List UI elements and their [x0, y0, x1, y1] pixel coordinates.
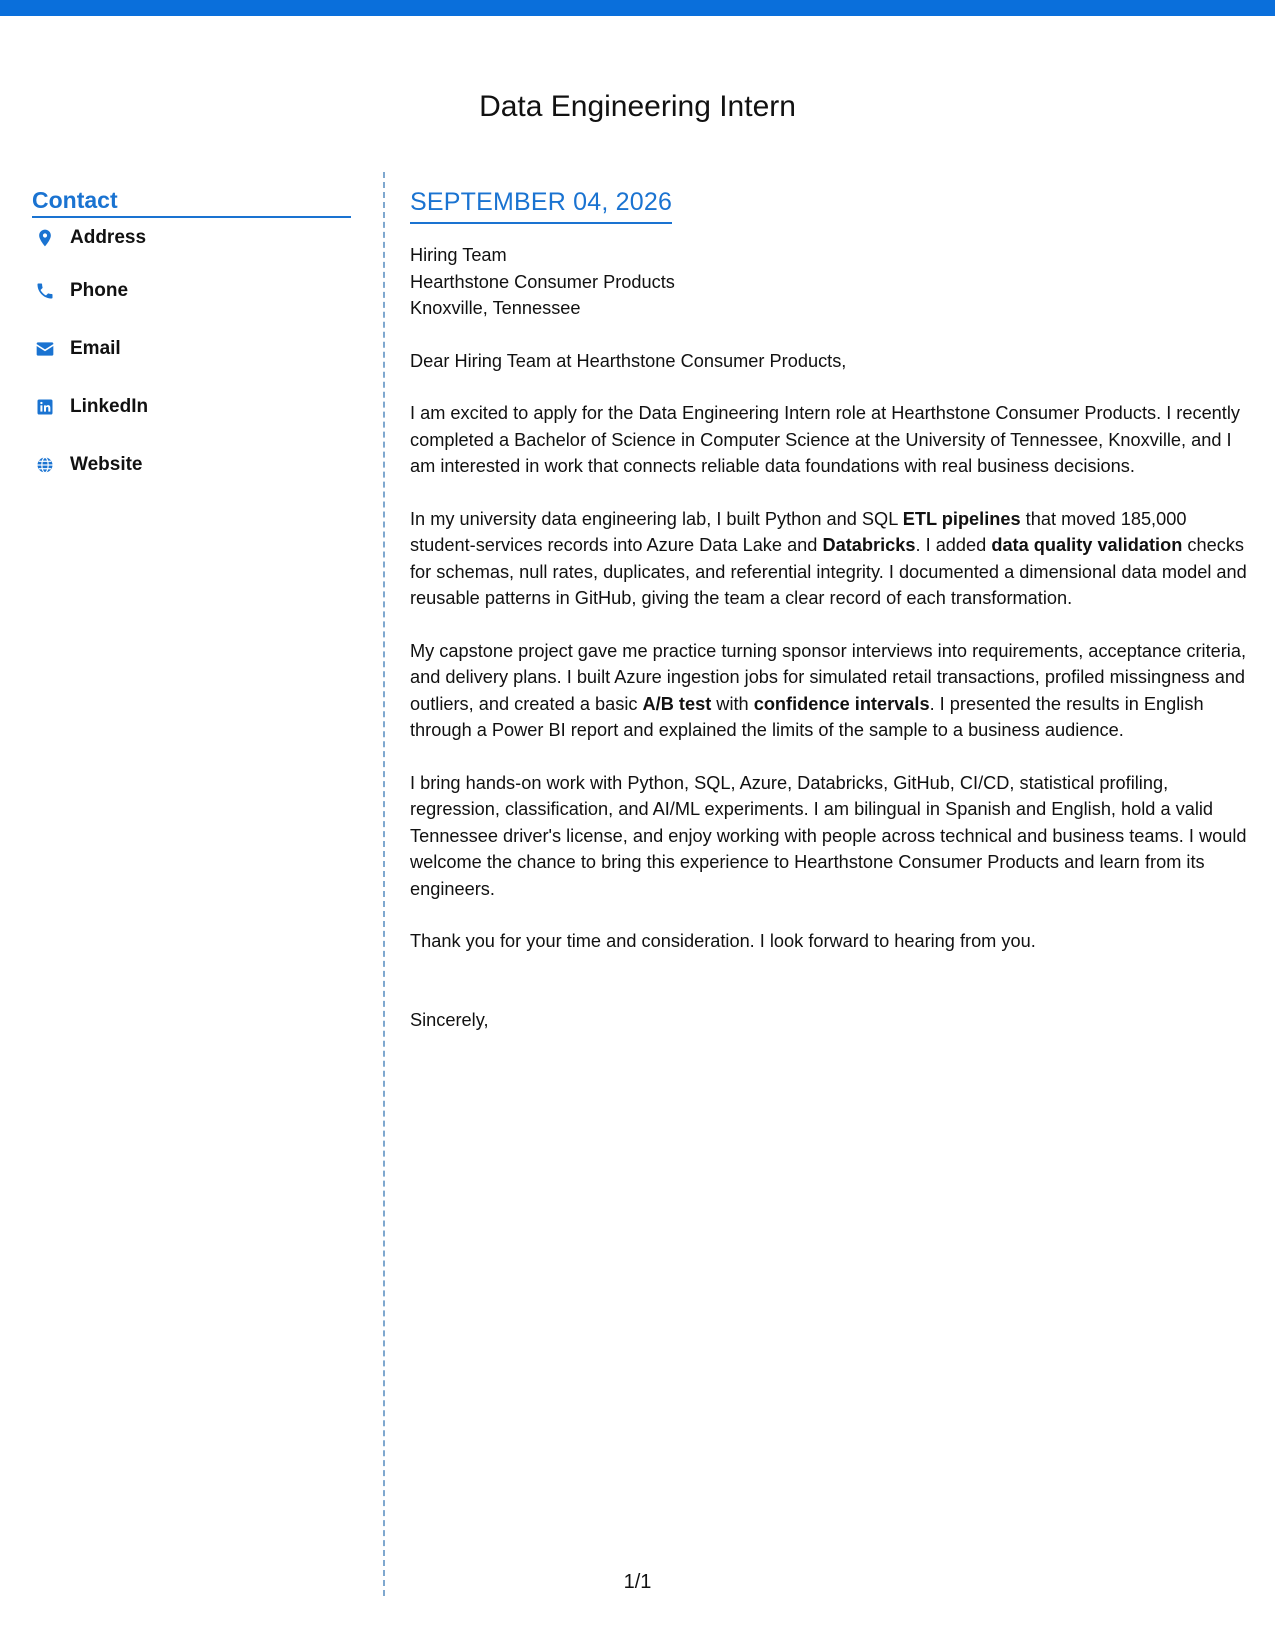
keyword-confidence-intervals: confidence intervals: [753, 693, 930, 714]
phone-icon: [34, 280, 56, 302]
map-pin-icon: [34, 227, 56, 249]
contact-label-address: Address: [70, 227, 147, 248]
text-segment: that moved 185,000 student-services records into Azure Data Lake and: [410, 508, 1187, 555]
top-accent-bar: [0, 0, 1275, 16]
keyword-ab-test: A/B test: [642, 693, 712, 714]
keyword-etl-pipelines: ETL pipelines: [902, 508, 1021, 529]
paragraph-capstone: [410, 638, 1250, 744]
recipient-block: [410, 242, 1250, 322]
closing: Sincerely,: [410, 1009, 489, 1030]
recipient-location: Knoxville, Tennessee: [410, 298, 581, 318]
paragraph-lab-experience: [410, 506, 1250, 612]
contact-label-phone: Phone: [70, 280, 129, 301]
paragraph-intro: I am excited to apply for the Data Engineering Intern role at Hearthstone Consumer Products. I recently completed a Bachelor of Science in Computer Science at the University of Tennessee, Knoxville, and I am interested in work that connects reliable data foundations with real business decisions.: [410, 403, 1240, 476]
envelope-icon: [34, 338, 56, 360]
contact-sidebar: [32, 186, 351, 494]
recipient-company: Hearthstone Consumer Products: [410, 271, 675, 292]
paragraph-thanks: Thank you for your time and consideration. I look forward to hearing from you.: [410, 931, 1036, 951]
text-segment: with: [711, 693, 754, 714]
contact-item-linkedin[interactable]: [32, 378, 351, 436]
text-segment: My capstone project gave me practice turning sponsor interviews into requirements, acceptance criteria, and delivery plans. I built Azure ingestion jobs for simulated retail transactions, profiled missingness and outliers, and created a basic: [410, 640, 1247, 714]
contact-list: [32, 214, 351, 494]
contact-item-phone[interactable]: [32, 262, 351, 320]
keyword-data-quality-validation: data quality validation: [991, 535, 1183, 555]
salutation: Dear Hiring Team at Hearthstone Consumer Products,: [410, 350, 847, 371]
letter-date: SEPTEMBER 04, 2026: [410, 188, 673, 216]
recipient-line: Hiring Team: [410, 245, 507, 265]
paragraph-skills: I bring hands-on work with Python, SQL, Azure, Databricks, GitHub, CI/CD, statistical profiling, regression, classification, and AI/ML experiments. I am bilingual in Spanish and English, hold a valid Tennessee driver's license, and enjoy working with people across technical and business teams. I would welcome the chance to bring this experience to Hearthstone Consumer Products and learn from its engineers.: [410, 772, 1247, 899]
contact-item-address[interactable]: [32, 214, 351, 262]
globe-icon: [34, 454, 56, 476]
contact-heading: Contact: [32, 186, 351, 218]
contact-label-website: Website: [70, 454, 143, 475]
contact-item-website[interactable]: [32, 436, 351, 494]
text-segment: . I presented the results in English through a Power BI report and explained the limits of the sample to a business audience.: [410, 693, 1204, 740]
contact-label-linkedin: LinkedIn: [70, 396, 149, 417]
contact-label-email: Email: [70, 338, 121, 359]
document-title: Data Engineering Intern: [479, 90, 796, 123]
text-segment: checks for schemas, null rates, duplicates, and referential integrity. I documented a dimensional data model and reusable patterns in GitHub, giving the team a clear record of each transformation.: [410, 535, 1247, 608]
keyword-databricks: Databricks: [822, 535, 916, 555]
page-number: 1/1: [623, 1571, 652, 1593]
cover-letter-body: [410, 186, 1250, 1033]
text-segment: . I added: [915, 535, 992, 555]
contact-item-email[interactable]: [32, 320, 351, 378]
column-divider: [383, 172, 385, 1596]
linkedin-icon: [34, 396, 56, 418]
date-underline: [410, 186, 672, 224]
text-segment: In my university data engineering lab, I built Python and SQL: [410, 508, 903, 529]
